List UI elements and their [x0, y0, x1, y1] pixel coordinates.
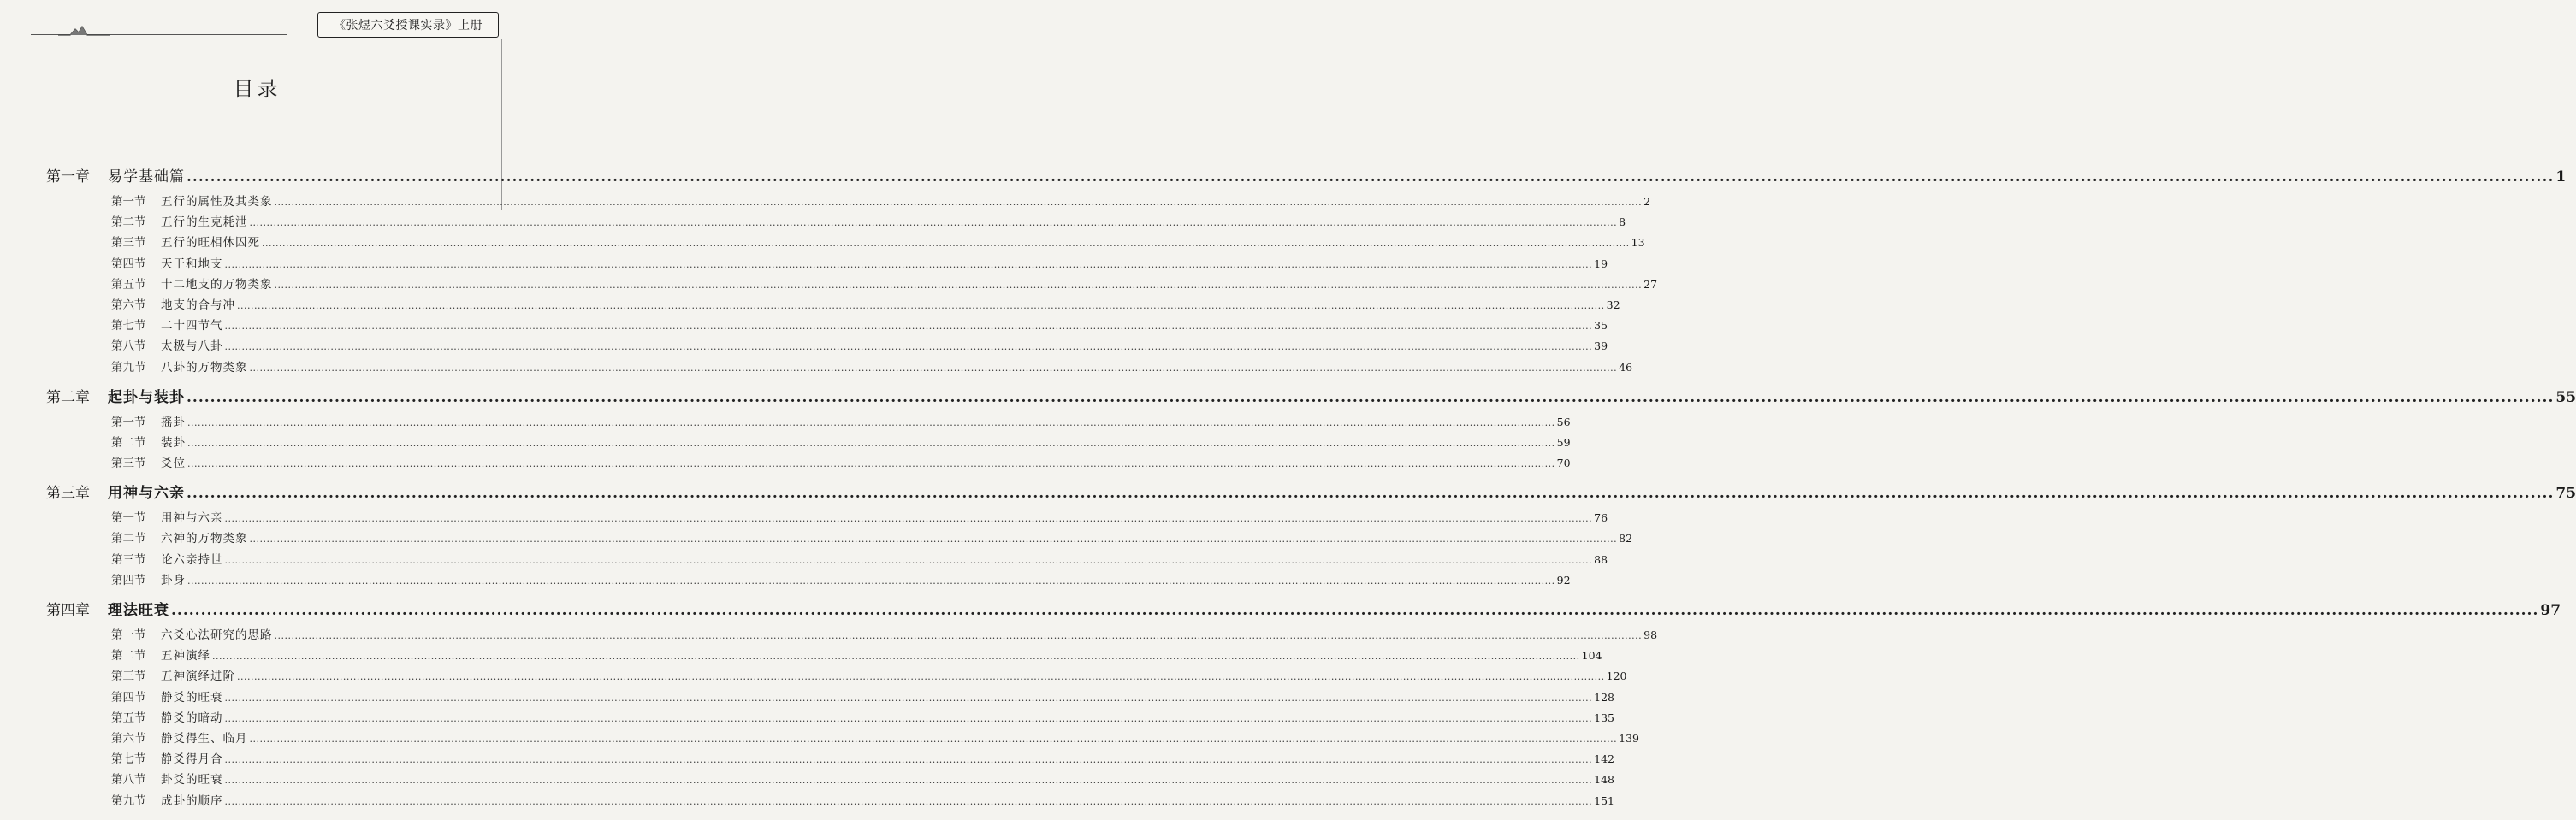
toc-chapter[interactable] [46, 479, 2576, 508]
dot-leader: ................................................................................................................................................................................................................................................................................................................................................................................................................ [212, 651, 1580, 663]
section-page-number: 139 [1619, 731, 1639, 745]
section-number: 第八节 [111, 773, 146, 788]
toc-section[interactable] [46, 412, 1571, 433]
chapter-title: 起卦与装卦 [108, 388, 185, 406]
toc-section[interactable] [46, 646, 1602, 666]
dot-leader: ................................................................................................................................................................................................................................................................................................................................................................................................................ [224, 341, 1593, 353]
section-title: 卦身 [161, 573, 186, 587]
section-page-number: 92 [1556, 573, 1571, 587]
dot-leader: ................................................................................................................................................................................................................................................................................................................................................................................................................ [224, 321, 1593, 333]
section-page-number: 148 [1594, 773, 1614, 787]
section-page-number: 19 [1594, 257, 1608, 270]
toc-section[interactable] [46, 357, 1633, 378]
section-page-number: 104 [1581, 649, 1602, 663]
toc-chapter[interactable] [46, 596, 2561, 625]
section-number: 第六节 [111, 731, 146, 746]
section-number: 第七节 [111, 319, 146, 333]
toc-section[interactable] [46, 687, 1614, 708]
section-page-number: 59 [1556, 435, 1571, 449]
dot-leader: ................................................................................................................................................................................................................................................................................................................................................................................................................ [187, 458, 1555, 470]
section-title: 卦爻的旺衰 [161, 773, 223, 788]
toc-section[interactable] [46, 274, 1658, 295]
dot-leader: ................................................................................................................................................................................................................................................................................................................................................................................................................ [224, 554, 1593, 566]
section-number: 第三节 [111, 552, 146, 567]
chapter-title: 易学基础篇 [108, 168, 185, 186]
section-title: 二十四节气 [161, 319, 223, 333]
section-title: 五行的生克耗泄 [161, 215, 248, 230]
section-page-number: 27 [1643, 277, 1658, 291]
dot-leader: ................................................................................................................................................................................................................................................................................................................................................................................................................ [274, 197, 1643, 208]
section-title: 五行的旺相休囚死 [161, 236, 260, 251]
section-page-number: 35 [1594, 319, 1608, 333]
section-page-number: 46 [1619, 360, 1633, 374]
section-page-number: 56 [1556, 415, 1571, 428]
section-title: 六爻心法研究的思路 [161, 628, 273, 642]
section-title: 爻位 [161, 457, 186, 471]
section-page-number: 70 [1556, 457, 1571, 470]
section-number: 第九节 [111, 360, 146, 375]
section-number: 第一节 [111, 195, 146, 209]
dot-leader: ................................................................................................................................................................................................................................................................................................................................................................................................................ [274, 279, 1643, 291]
dot-leader: ................................................................................................................................................................................................................................................................................................................................................................................................................ [171, 602, 2539, 619]
toc-section[interactable] [46, 550, 1608, 570]
toc-section[interactable] [46, 316, 1608, 336]
section-title: 装卦 [161, 435, 186, 450]
dot-leader: ................................................................................................................................................................................................................................................................................................................................................................................................................ [249, 217, 1618, 229]
toc-section[interactable] [46, 508, 1608, 528]
toc-section[interactable] [46, 749, 1614, 770]
dot-leader: ................................................................................................................................................................................................................................................................................................................................................................................................................ [262, 238, 1630, 250]
section-page-number: 88 [1594, 552, 1608, 566]
book-title: 《张煜六爻授课实录》上册 [334, 19, 483, 32]
chapter-page-number: 1 [2555, 168, 2567, 186]
dot-leader: ................................................................................................................................................................................................................................................................................................................................................................................................................ [224, 258, 1593, 270]
section-page-number: 98 [1643, 628, 1658, 641]
section-number: 第六节 [111, 298, 146, 312]
chapter-page-number: 75 [2555, 485, 2576, 503]
section-title: 成卦的顺序 [161, 793, 223, 808]
section-title: 静爻的暗动 [161, 711, 223, 725]
dot-leader: ................................................................................................................................................................................................................................................................................................................................................................................................................ [224, 712, 1593, 724]
section-page-number: 13 [1631, 236, 1645, 250]
toc-section[interactable] [46, 336, 1608, 357]
toc-section[interactable] [46, 791, 1614, 811]
section-number: 第一节 [111, 628, 146, 642]
section-title: 静爻得月合 [161, 752, 223, 767]
toc-section[interactable] [46, 666, 1627, 687]
toc-section[interactable] [46, 528, 1633, 549]
section-page-number: 76 [1594, 511, 1608, 525]
section-page-number: 82 [1619, 532, 1633, 546]
section-page-number: 142 [1594, 752, 1614, 766]
dot-leader: ................................................................................................................................................................................................................................................................................................................................................................................................................ [237, 299, 1605, 311]
section-number: 第九节 [111, 793, 146, 808]
toc-section[interactable] [46, 770, 1614, 790]
dot-leader: ................................................................................................................................................................................................................................................................................................................................................................................................................ [187, 575, 1555, 587]
chapter-page-number: 97 [2540, 602, 2561, 619]
toc-section[interactable] [46, 729, 1639, 749]
dot-leader: ................................................................................................................................................................................................................................................................................................................................................................................................................ [249, 733, 1618, 745]
chapter-title: 理法旺衰 [108, 602, 169, 619]
dot-leader: ................................................................................................................................................................................................................................................................................................................................................................................................................ [224, 775, 1593, 787]
section-title: 十二地支的万物类象 [161, 277, 273, 292]
chapter-number: 第一章 [46, 168, 90, 186]
section-number: 第二节 [111, 532, 146, 546]
section-title: 五神演绎 [161, 649, 210, 664]
chapter-number: 第四章 [46, 602, 90, 619]
dot-leader: ................................................................................................................................................................................................................................................................................................................................................................................................................ [224, 513, 1593, 525]
toc-section[interactable] [46, 433, 1571, 453]
section-title: 静爻得生、临月 [161, 731, 248, 746]
section-title: 五神演绎进阶 [161, 670, 235, 684]
dot-leader: ................................................................................................................................................................................................................................................................................................................................................................................................................ [224, 795, 1593, 807]
section-title: 静爻的旺衰 [161, 690, 223, 705]
section-number: 第一节 [111, 511, 146, 526]
chapter-title: 用神与六亲 [108, 485, 185, 503]
toc-section[interactable] [46, 625, 1658, 646]
toc-section[interactable] [46, 708, 1614, 729]
toc-section[interactable] [46, 212, 1626, 233]
section-number: 第三节 [111, 457, 146, 471]
section-page-number: 39 [1594, 339, 1608, 353]
section-title: 用神与六亲 [161, 511, 223, 526]
section-number: 第五节 [111, 277, 146, 292]
dot-leader: ................................................................................................................................................................................................................................................................................................................................................................................................................ [187, 485, 2555, 503]
section-number: 第三节 [111, 670, 146, 684]
section-number: 第四节 [111, 257, 146, 271]
section-number: 第一节 [111, 415, 146, 429]
section-title: 太极与八卦 [161, 339, 223, 354]
dot-leader: ................................................................................................................................................................................................................................................................................................................................................................................................................ [224, 754, 1593, 766]
mountain-ornament-icon [58, 24, 110, 36]
dot-leader: ................................................................................................................................................................................................................................................................................................................................................................................................................ [187, 388, 2555, 406]
toc-section[interactable] [46, 233, 1645, 253]
dot-leader: ................................................................................................................................................................................................................................................................................................................................................................................................................ [249, 534, 1618, 546]
table-of-contents [46, 162, 2576, 811]
section-number: 第五节 [111, 711, 146, 725]
section-title: 地支的合与冲 [161, 298, 235, 312]
section-number: 第二节 [111, 649, 146, 664]
section-number: 第二节 [111, 215, 146, 230]
section-page-number: 135 [1594, 711, 1614, 724]
dot-leader: ................................................................................................................................................................................................................................................................................................................................................................................................................ [224, 692, 1593, 704]
dot-leader: ................................................................................................................................................................................................................................................................................................................................................................................................................ [187, 168, 2555, 186]
section-title: 天干和地支 [161, 257, 223, 271]
dot-leader: ................................................................................................................................................................................................................................................................................................................................................................................................................ [187, 437, 1555, 449]
section-number: 第四节 [111, 690, 146, 705]
section-page-number: 120 [1606, 670, 1627, 683]
toc-section[interactable] [46, 570, 1571, 591]
book-title-box [317, 12, 499, 38]
section-page-number: 8 [1619, 215, 1626, 229]
toc-chapter[interactable] [46, 383, 2576, 412]
toc-section[interactable] [46, 295, 1620, 316]
toc-section[interactable] [46, 453, 1571, 474]
dot-leader: ................................................................................................................................................................................................................................................................................................................................................................................................................ [249, 362, 1618, 374]
section-page-number: 151 [1594, 793, 1614, 807]
section-number: 第四节 [111, 573, 146, 587]
dot-leader: ................................................................................................................................................................................................................................................................................................................................................................................................................ [187, 416, 1555, 428]
section-number: 第八节 [111, 339, 146, 354]
toc-section[interactable] [46, 192, 1651, 212]
chapter-number: 第三章 [46, 485, 90, 503]
dot-leader: ................................................................................................................................................................................................................................................................................................................................................................................................................ [237, 671, 1605, 683]
dot-leader: ................................................................................................................................................................................................................................................................................................................................................................................................................ [274, 630, 1643, 641]
section-title: 八卦的万物类象 [161, 360, 248, 375]
section-number: 第七节 [111, 752, 146, 767]
section-number: 第三节 [111, 236, 146, 251]
chapter-number: 第二章 [46, 388, 90, 406]
section-title: 六神的万物类象 [161, 532, 248, 546]
section-number: 第二节 [111, 435, 146, 450]
section-title: 五行的属性及其类象 [161, 195, 273, 209]
toc-chapter[interactable] [46, 162, 2567, 192]
chapter-page-number: 55 [2555, 388, 2576, 406]
section-page-number: 32 [1606, 298, 1620, 311]
section-title: 摇卦 [161, 415, 186, 429]
section-page-number: 128 [1594, 690, 1614, 704]
section-page-number: 2 [1643, 195, 1651, 208]
page-title: 目录 [233, 77, 281, 101]
section-title: 论六亲持世 [161, 552, 223, 567]
toc-section[interactable] [46, 254, 1608, 274]
